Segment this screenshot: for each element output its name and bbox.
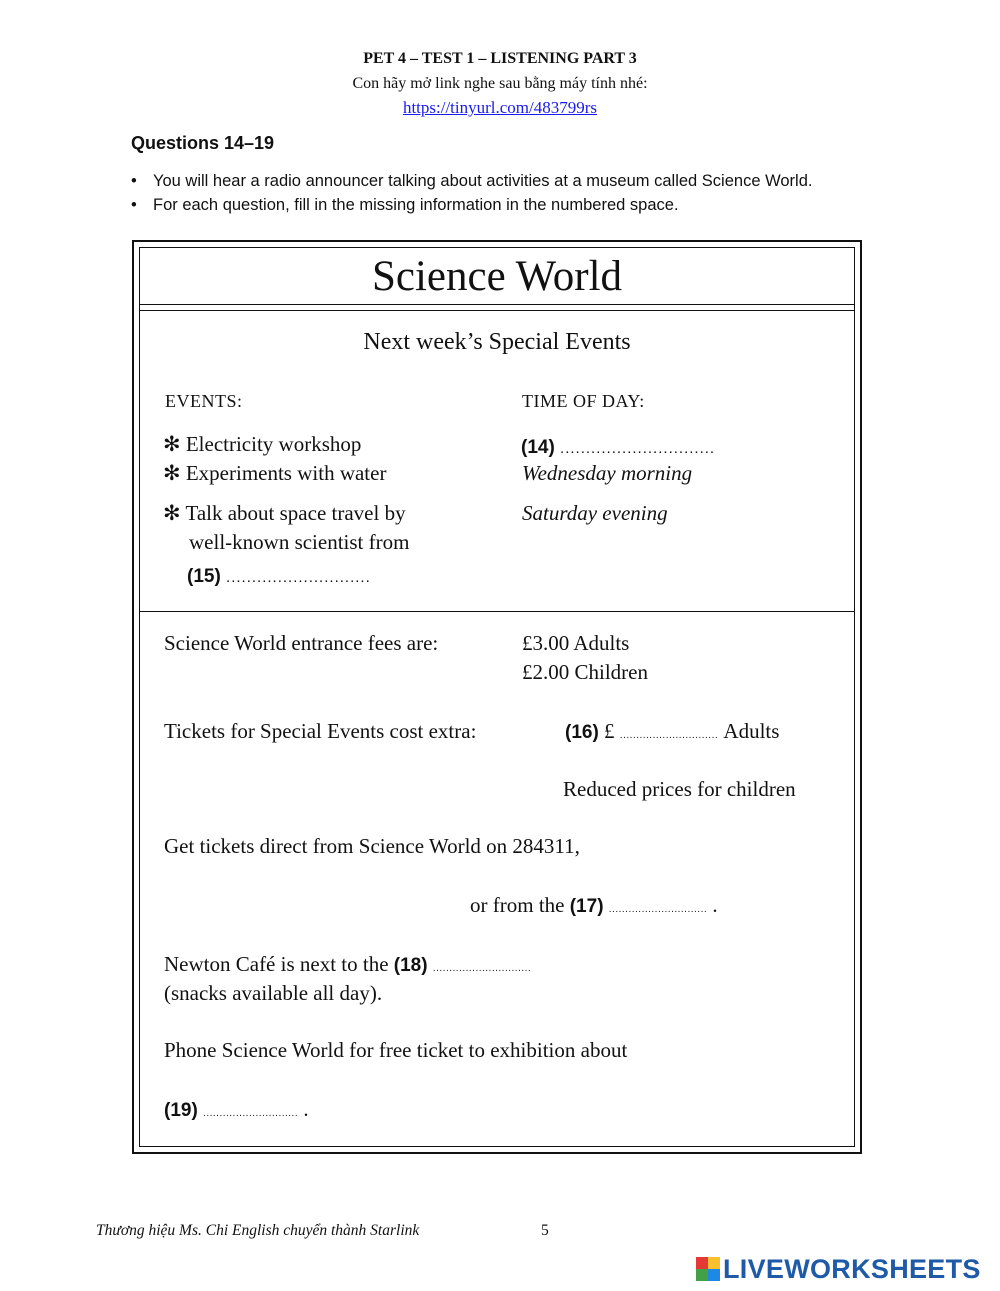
time-header: TIME OF DAY:	[522, 391, 645, 411]
answer-blank[interactable]: ............................	[226, 569, 371, 586]
section-divider	[139, 611, 855, 612]
instruction-bullet: • For each question, fill in the missing information in the numbered space.	[131, 196, 679, 214]
tickets-label: Tickets for Special Events cost extra:	[164, 719, 477, 743]
logo-square-icon	[696, 1257, 708, 1269]
or-from-text: or from the	[470, 893, 565, 917]
logo-square-icon	[708, 1257, 720, 1269]
get-tickets-text: Get tickets direct from Science World on 284311,	[164, 834, 580, 858]
instruction-text: You will hear a radio announcer talking about activities at a museum called Science World.	[153, 172, 813, 190]
period: .	[303, 1097, 309, 1121]
fee-children: £2.00 Children	[522, 660, 648, 684]
pound-sign: £	[604, 719, 615, 743]
title-divider	[139, 304, 855, 305]
question-number: (19)	[164, 1100, 198, 1121]
instruction-bullet: • You will hear a radio announcer talking about activities at a museum called Science World.	[131, 172, 813, 190]
answer-17[interactable]	[470, 893, 718, 918]
instruction-text: For each question, fill in the missing information in the numbered space.	[153, 196, 679, 214]
event-item: well-known scientist from	[189, 530, 410, 554]
logo-text: LIVEWORKSHEETS	[723, 1253, 981, 1284]
time-item: Saturday evening	[522, 501, 668, 525]
answer-blank[interactable]: ..............................	[608, 904, 708, 915]
answer-19[interactable]	[164, 1097, 309, 1122]
phone-text: Phone Science World for free ticket to exhibition about	[164, 1038, 628, 1062]
form-subtitle: Next week’s Special Events	[363, 329, 631, 355]
question-number: (15)	[187, 566, 221, 587]
adults-label: Adults	[723, 719, 780, 743]
fee-adults: £3.00 Adults	[522, 631, 630, 655]
answer-15[interactable]	[187, 563, 371, 588]
question-number: (16)	[565, 722, 599, 743]
question-number: (17)	[569, 896, 604, 917]
fees-label: Science World entrance fees are:	[164, 631, 439, 655]
event-item: ✻ Electricity workshop	[163, 432, 362, 456]
logo-square-icon	[708, 1269, 720, 1281]
worksheet-title: PET 4 – TEST 1 – LISTENING PART 3	[363, 50, 637, 67]
question-number: (14)	[521, 437, 555, 458]
period: .	[712, 893, 718, 917]
answer-blank[interactable]: ..............................	[560, 440, 716, 457]
form-inner-border	[139, 247, 855, 1147]
snacks-text: (snacks available all day).	[164, 981, 383, 1005]
title-divider	[139, 310, 855, 311]
footer-text: Thương hiệu Ms. Chi English chuyển thành Starlink	[96, 1222, 420, 1239]
form-title: Science World	[371, 253, 623, 300]
answer-blank[interactable]: ..............................	[619, 730, 719, 741]
page-number: 5	[541, 1222, 549, 1239]
question-number: (18)	[393, 955, 428, 976]
liveworksheets-logo	[696, 1254, 981, 1284]
answer-blank[interactable]: .............................	[203, 1108, 299, 1119]
event-item: ✻ Talk about space travel by	[163, 501, 406, 525]
answer-16[interactable]	[565, 719, 779, 744]
newton-text: Newton Café is next to the	[164, 952, 389, 976]
answer-18[interactable]	[164, 952, 531, 977]
answer-blank[interactable]: ..............................	[432, 963, 532, 974]
worksheet-subtitle: Con hãy mở link nghe sau bằng máy tính nhé:	[352, 75, 648, 92]
event-item: ✻ Experiments with water	[163, 461, 387, 485]
logo-square-icon	[696, 1269, 708, 1281]
time-item: Wednesday morning	[522, 461, 693, 485]
answer-14[interactable]	[521, 434, 715, 459]
audio-link[interactable]: https://tinyurl.com/483799rs	[402, 98, 598, 117]
reduced-prices: Reduced prices for children	[563, 777, 796, 801]
events-header: EVENTS:	[165, 391, 243, 411]
questions-title: Questions 14–19	[131, 133, 275, 153]
logo-icon	[696, 1257, 720, 1281]
